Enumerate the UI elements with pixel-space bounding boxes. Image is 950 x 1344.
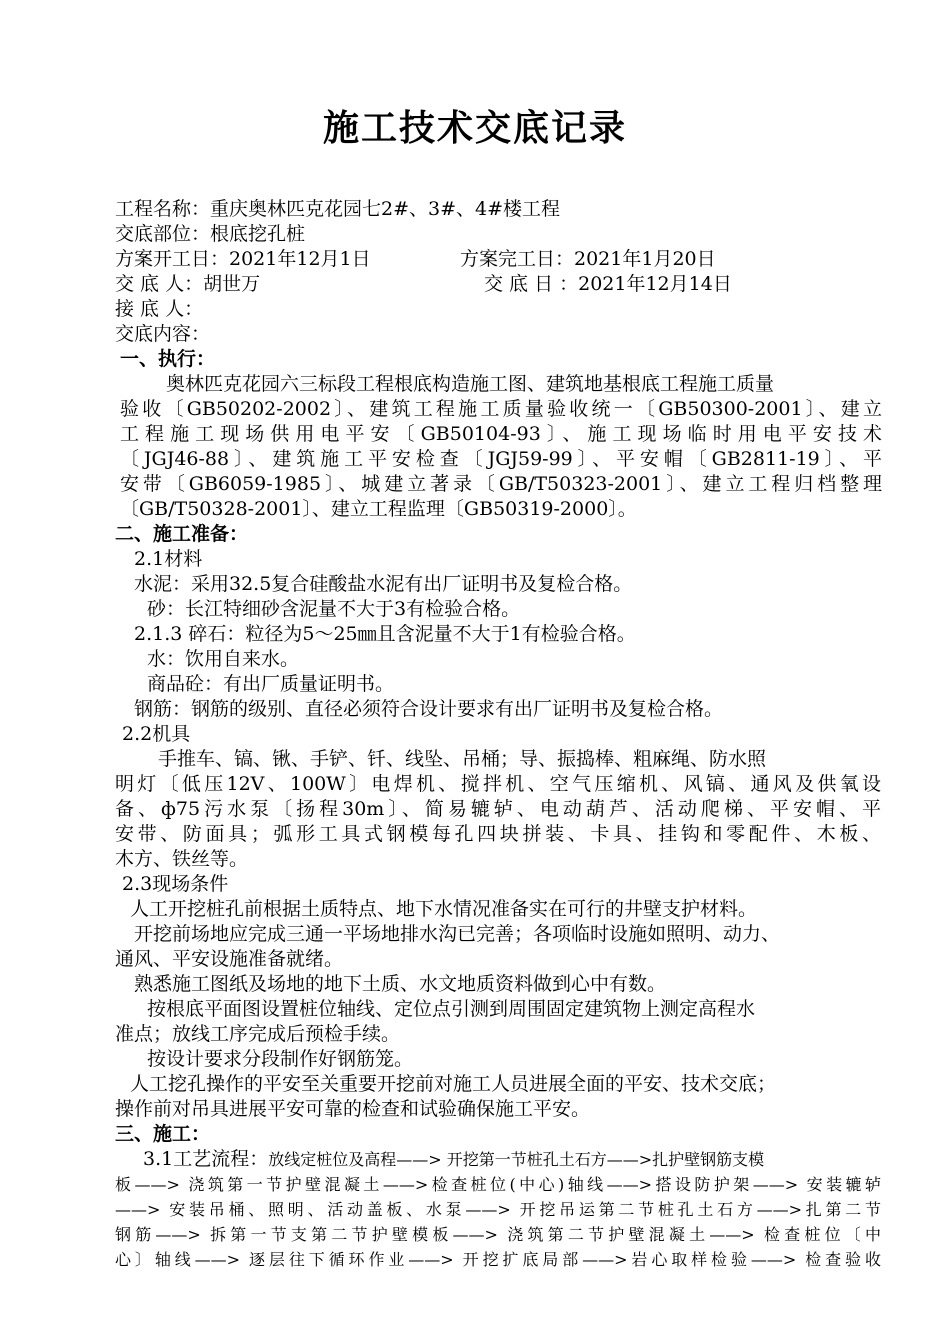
- material-item: 水泥：采用32.5复合硅酸盐水泥有出厂证明书及复检合格。: [134, 573, 633, 595]
- handover-date: 交 底 日 ：2021年12月14日: [484, 273, 732, 295]
- flow-text: 板——> 浇筑第一节护壁混凝土——>检查桩位(中心)轴线——>搭设防护架——> 安装辘轳: [115, 1175, 881, 1194]
- presenter: 交 底 人：胡世万: [115, 273, 261, 295]
- process-flow-line: [143, 1147, 764, 1172]
- tools-line: 木方、铁丝等。: [115, 848, 249, 870]
- planned-finish: 方案完工日：2021年1月20日: [460, 248, 716, 270]
- process-flow-label: 3.1工艺流程：: [143, 1148, 269, 1170]
- handover-location: 交底部位：根底挖孔桩: [115, 223, 306, 245]
- s1-line: 工程施工现场供用电平安〔GB50104-93〕、施工现场临时用电平安技术: [120, 423, 882, 445]
- material-item: 商品砼：有出厂质量证明书。: [147, 673, 395, 695]
- site-heading: 2.3现场条件: [122, 873, 229, 895]
- s1-line: 〔JGJ46-88〕、建筑施工平安检查〔JGJ59-99〕、平安帽〔GB2811-19〕、平: [120, 448, 882, 470]
- site-line: 按根底平面图设置桩位轴线、定位点引测到周围固定建筑物上测定高程水: [147, 998, 756, 1020]
- site-line: 准点；放线工序完成后预检手续。: [115, 1023, 401, 1045]
- content-label: 交底内容：: [115, 323, 211, 345]
- page-title: 施工技术交底记录: [322, 108, 627, 149]
- section-3-heading: 三、施工：: [115, 1123, 211, 1145]
- site-line: 人工挖孔操作的平安至关重要开挖前对施工人员进展全面的平安、技术交底；: [130, 1073, 777, 1095]
- site-line: 通风、平安设施准备就绪。: [115, 948, 344, 970]
- flow-text: ——> 安装吊桶、照明、活动盖板、水泵——> 开挖吊运第二节桩孔土石方——>扎第二节: [115, 1200, 881, 1219]
- tools-line: 备、ф75污水泵〔扬程30m〕、简易辘轳、电动葫芦、活动爬梯、平安帽、平: [115, 798, 881, 820]
- site-line: 熟悉施工图纸及场地的地下土质、水文地质资料做到心中有数。: [134, 973, 667, 995]
- tools-line: 手推车、镐、锹、手铲、钎、线坠、吊桶；导、振捣棒、粗麻绳、防水照: [158, 748, 767, 770]
- project-name: 工程名称：重庆奥林匹克花园七2#、3#、4#楼工程: [115, 198, 561, 220]
- material-item: 砂：长江特细砂含泥量不大于3有检验合格。: [147, 598, 521, 620]
- planned-start: 方案开工日：2021年12月1日: [115, 248, 371, 270]
- material-item: 水：饮用自来水。: [147, 648, 300, 670]
- site-line: 开挖前场地应完成三通一平场地排水沟已完善；各项临时设施如照明、动力、: [134, 923, 781, 945]
- site-line: 操作前对吊具进展平安可靠的检查和试验确保施工平安。: [115, 1098, 591, 1120]
- material-item: 2.1.3 碎石：粒径为5～25㎜且含泥量不大于1有检验合格。: [134, 623, 636, 645]
- material-item: 钢筋：钢筋的级别、直径必须符合设计要求有出厂证明书及复检合格。: [134, 698, 724, 720]
- tools-line: 明灯〔低压12V、100W〕电焊机、搅拌机、空气压缩机、风镐、通风及供氧设: [115, 773, 881, 795]
- flow-text: 放线定桩位及高程——> 开挖第一节桩孔土石方——>扎护壁钢筋支模: [268, 1150, 765, 1169]
- receiver: 接 底 人：: [115, 298, 204, 320]
- section-2-heading: 二、施工准备：: [115, 523, 249, 545]
- tools-line: 安带、防面具；弧形工具式钢模每孔四块拼装、卡具、挂钩和零配件、木板、: [115, 823, 881, 845]
- flow-text: 钢筋——> 拆第一节支第二节护壁模板——> 浇筑第二节护壁混凝土——> 检查桩位〔中: [115, 1225, 881, 1244]
- s1-line: 验收〔GB50202-2002〕、建筑工程施工质量验收统一〔GB50300-2001〕、建立: [120, 398, 882, 420]
- s1-line: 奥林匹克花园六三标段工程根底构造施工图、建筑地基根底工程施工质量: [166, 373, 775, 395]
- tools-heading: 2.2机具: [122, 723, 191, 745]
- site-line: 按设计要求分段制作好钢筋笼。: [147, 1048, 414, 1070]
- s1-line: 安带〔GB6059-1985〕、城建立著录〔GB/T50323-2001〕、建立工程归档整理: [120, 473, 882, 495]
- site-line: 人工开挖桩孔前根据土质特点、地下水情况准备实在可行的井壁支护材料。: [130, 898, 758, 920]
- materials-heading: 2.1材料: [134, 548, 203, 570]
- s1-line: 〔GB/T50328-2001〕、建立工程监理〔GB50319-2000〕。: [120, 498, 637, 520]
- section-1-heading: 一、执行：: [120, 348, 216, 370]
- flow-text: 心〕轴线——> 逐层往下循环作业——> 开挖扩底局部——>岩心取样检验——> 检查验收: [115, 1250, 881, 1269]
